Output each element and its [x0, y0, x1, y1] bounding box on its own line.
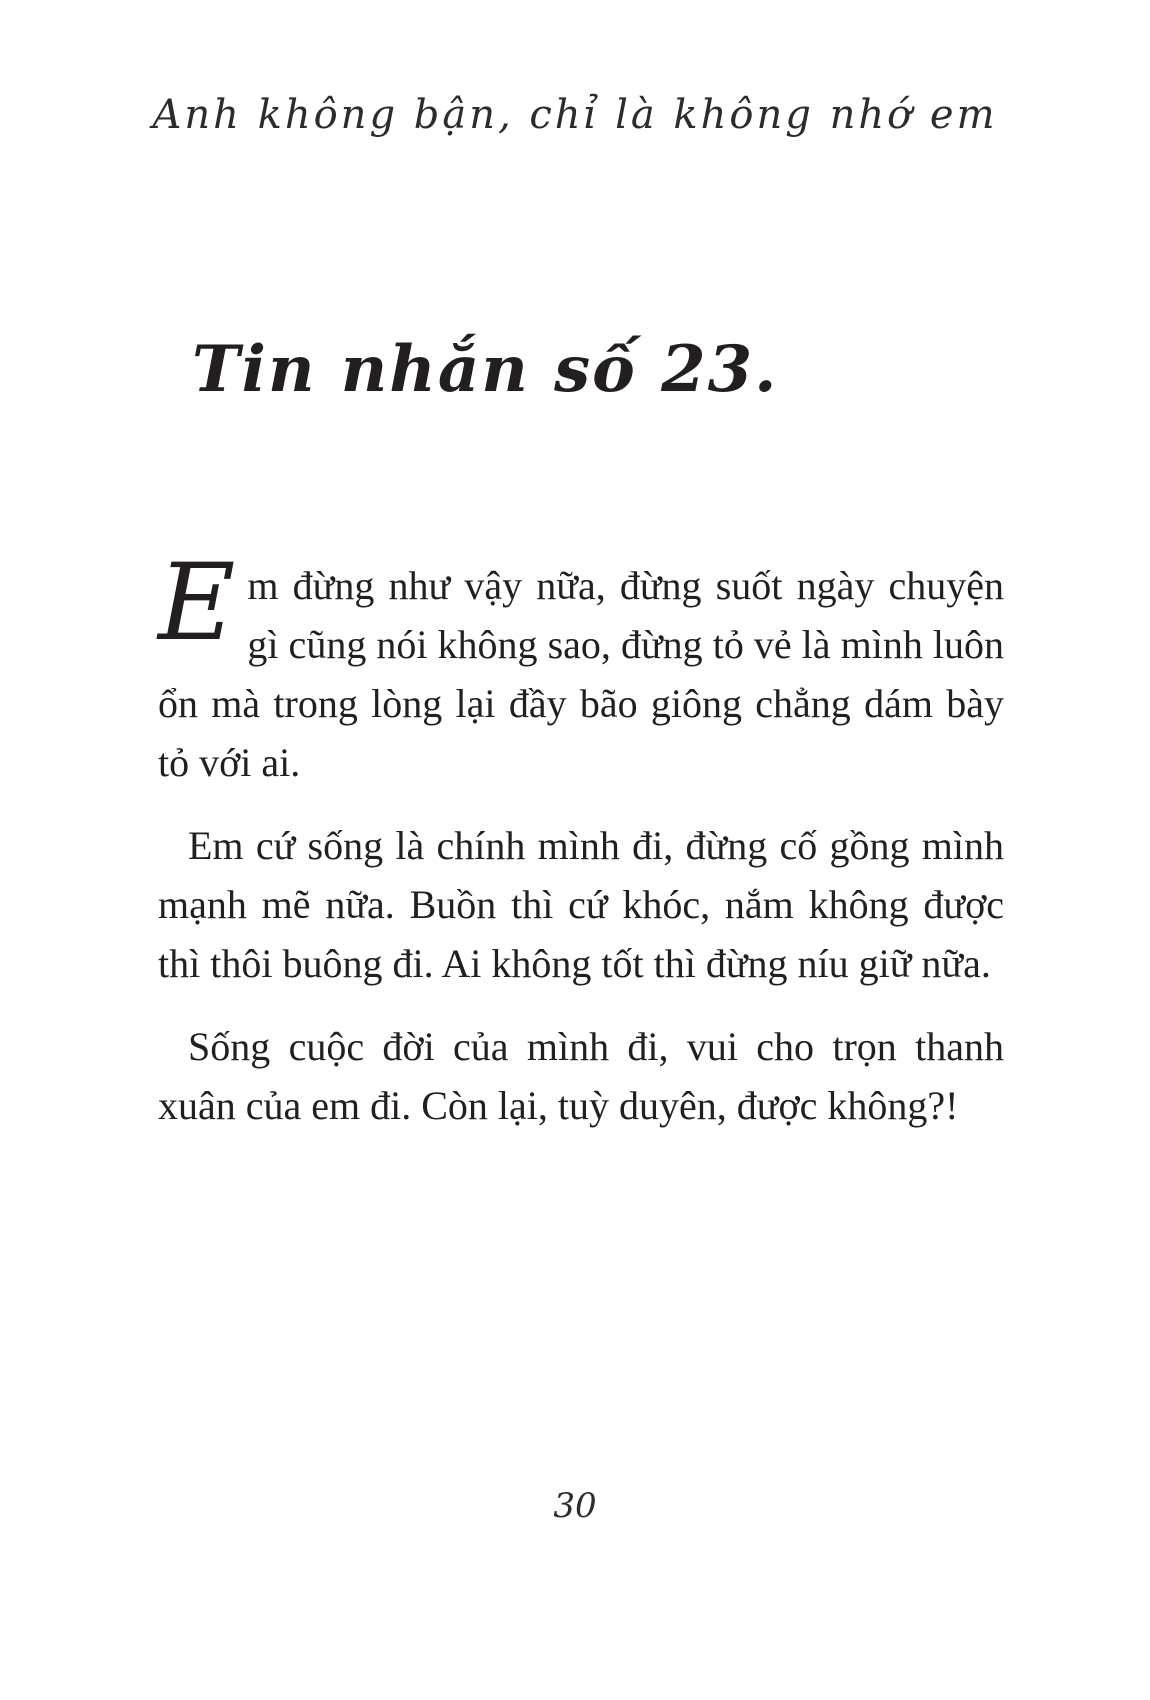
paragraph-3-text: Sống cuộc đời của mình đi, vui cho trọn thanh xuân của em đi. Còn lại, tuỳ duyên, được không?!	[158, 1024, 1004, 1128]
paragraph-1-text: m đừng như vậy nữa, đừng suốt ngày chuyện gì cũng nói không sao, đừng tỏ vẻ là mình luôn ổn mà trong lòng lại đầy bão giông chẳng dám bày tỏ với ai.	[158, 563, 1004, 785]
running-header: Anh không bận, chỉ là không nhớ em	[152, 92, 998, 138]
chapter-title: Tin nhắn số 23.	[192, 332, 779, 407]
page-number: 30	[553, 1486, 597, 1526]
paragraph-3	[158, 1017, 1004, 1135]
body-text	[158, 541, 1004, 1159]
drop-cap-letter: E	[158, 541, 236, 664]
paragraph-1	[158, 541, 1004, 792]
paragraph-2-text: Em cứ sống là chính mình đi, đừng cố gồng mình mạnh mẽ nữa. Buồn thì cứ khóc, nắm không được thì thôi buông đi. Ai không tốt thì đừng níu giữ nữa.	[158, 823, 1004, 986]
paragraph-2	[158, 816, 1004, 993]
